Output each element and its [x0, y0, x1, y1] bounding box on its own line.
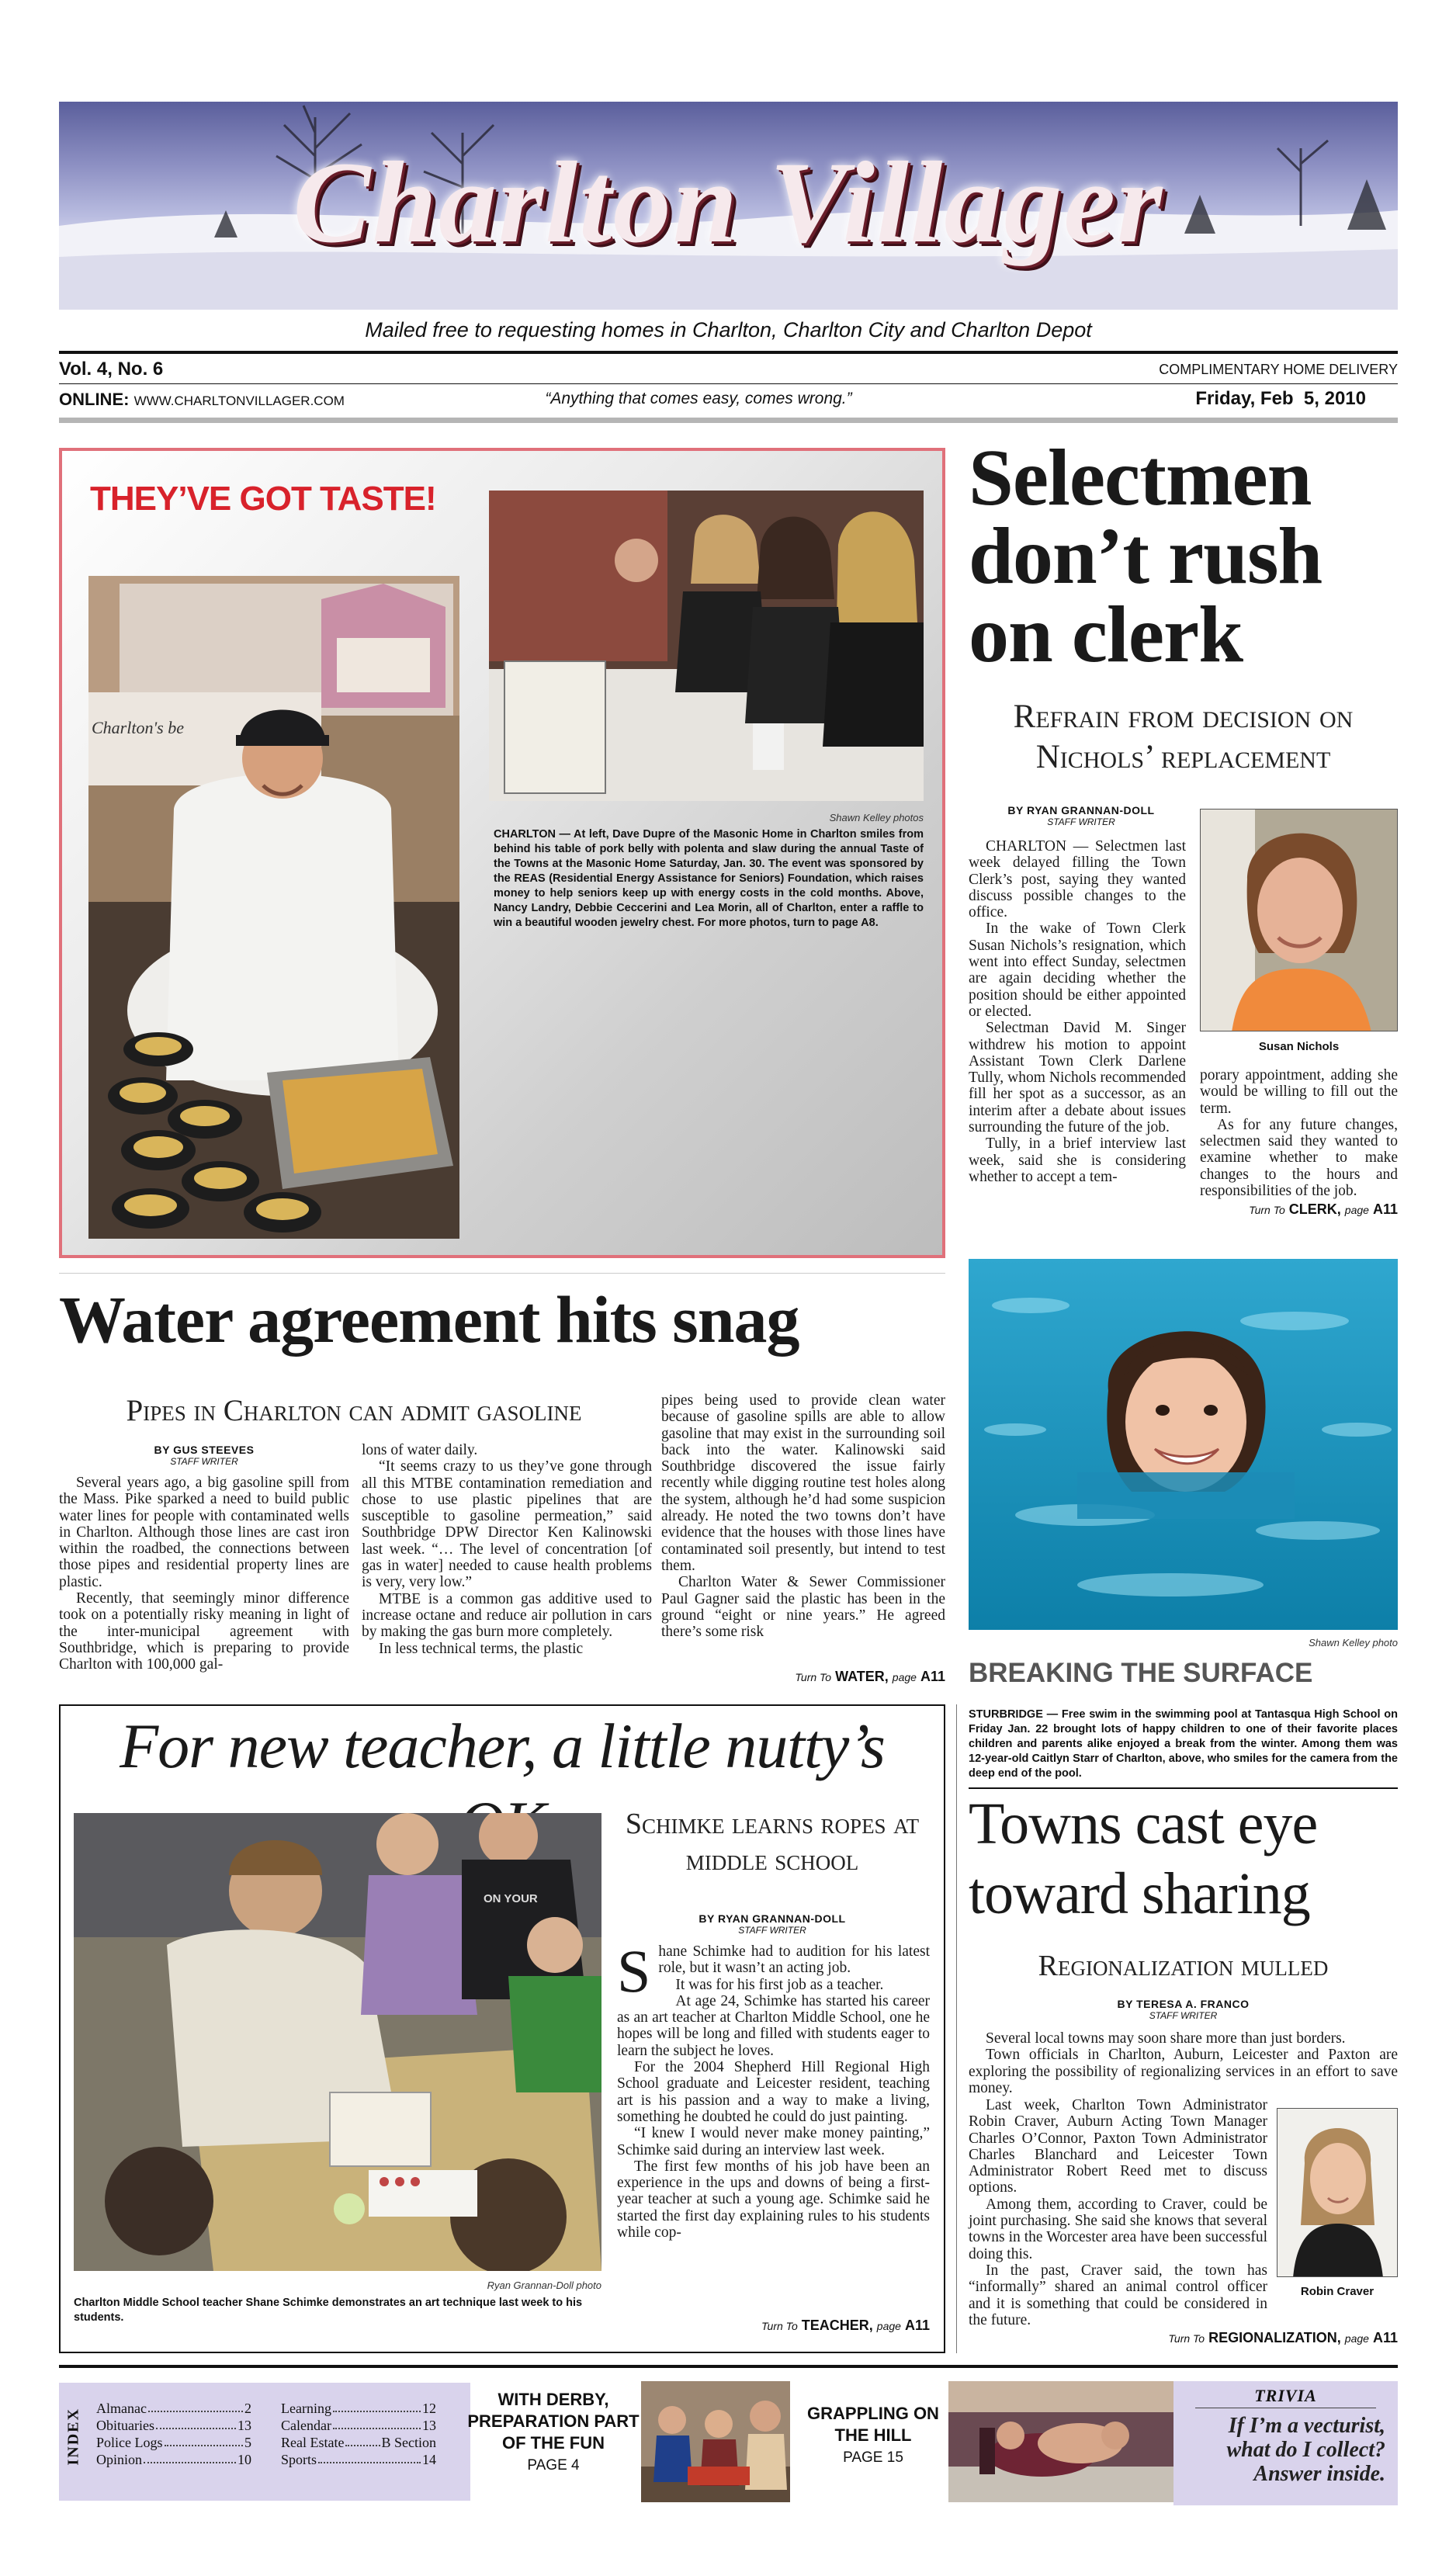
- index-item-page: B Section: [381, 2435, 436, 2450]
- online-label-text: ONLINE:: [59, 390, 130, 409]
- index-item-page: 14: [422, 2452, 436, 2467]
- byline-name: BY RYAN GRANNAN-DOLL: [1007, 804, 1155, 816]
- swimmer-photo: [969, 1259, 1398, 1630]
- water-paragraph: MTBE is a common gas additive used to increase octane and reduce air pollution in cars by making the gas burn more completely.: [362, 1590, 652, 1641]
- index-item-page: 10: [237, 2452, 251, 2467]
- towns-paragraph: In the past, Craver said, the town has “informally” shared an animal control officer and it is something that could be considered in the future.: [969, 2262, 1267, 2328]
- index-item-name: Opinion: [96, 2452, 143, 2467]
- selectmen-byline: [969, 804, 1194, 827]
- towns-paragraph: Town officials in Charlton, Auburn, Leicester and Paxton are exploring the possibility of regionalizing services in an effort to save money.: [969, 2047, 1398, 2096]
- selectmen-paragraph: In the wake of Town Clerk Susan Nichols’s resignation, which went into effect Sunday, selectmen are again deciding whether the position should be either appointed or elected.: [969, 920, 1186, 1020]
- swim-headline: BREAKING THE SURFACE: [969, 1658, 1313, 1688]
- taste-kicker: THEY’VE GOT TASTE!: [90, 480, 436, 518]
- index-item-name: Real Estate: [281, 2435, 345, 2450]
- jump-turn-to: Turn To: [1249, 1204, 1285, 1216]
- index-item-name: Obituaries: [96, 2418, 154, 2433]
- trivia-question: If I’m a vecturist, what do I collect? Answer inside.: [1226, 2414, 1385, 2486]
- column-rule: [956, 1704, 957, 2353]
- teacher-deck: Schimke learns ropes at middle school: [625, 1808, 920, 1877]
- index-item[interactable]: [96, 2417, 251, 2434]
- jump-page: A11: [920, 1669, 945, 1684]
- index-item-name: Almanac: [96, 2401, 147, 2416]
- derby-promo-photo[interactable]: [641, 2381, 790, 2502]
- selectmen-paragraph: As for any future changes, selectmen said they wanted to examine whether to make changes to the hours and responsibilities of the job.: [1200, 1116, 1398, 1200]
- index-item-page: 5: [244, 2435, 251, 2450]
- water-paragraph: lons of water daily.: [362, 1442, 478, 1458]
- water-jump[interactable]: [661, 1669, 945, 1685]
- water-byline: [59, 1444, 349, 1467]
- selectmen-paragraph: Tully, in a brief interview last week, said she is considering whether to accept a tem-: [969, 1135, 1186, 1185]
- towns-paragraph: Last week, Charlton Town Administrator Robin Craver, Auburn Acting Town Manager Charles O’Connor, Paxton Town Administrator Charles Blanchard and Leicester Town Administrator Robert Reed met to discuss options.: [969, 2097, 1267, 2196]
- selectmen-jump[interactable]: [1200, 1201, 1398, 1218]
- towns-lead: [969, 2030, 1398, 2096]
- towns-column: [969, 2097, 1267, 2328]
- towns-deck: Regionalization mulled: [1038, 1950, 1329, 1982]
- index-item-name: Learning: [281, 2401, 331, 2416]
- chef-photo: [88, 576, 459, 1239]
- rule: [59, 2365, 1398, 2368]
- jump-label: REGIONALIZATION,: [1208, 2330, 1341, 2345]
- masthead-banner: [59, 102, 1398, 310]
- jump-page-word: page: [876, 2320, 901, 2332]
- teacher-column: [617, 1937, 930, 2241]
- index-column-2: [281, 2400, 436, 2468]
- index-item[interactable]: [281, 2417, 436, 2434]
- rule: [59, 1273, 945, 1274]
- index-item-page: 12: [422, 2401, 436, 2416]
- website-link[interactable]: WWW.CHARLTONVILLAGER.COM: [133, 393, 345, 408]
- teacher-paragraph: The first few months of his job have been an experience in the ups and downs of being a first-year teacher at such a young age. Schimke said he started the first day explaining rules to his students while cop-: [617, 2158, 930, 2241]
- water-column-1: [59, 1475, 349, 1673]
- index-item-page: 2: [244, 2401, 251, 2416]
- promo-derby[interactable]: [464, 2389, 643, 2474]
- delivery-notice: COMPLIMENTARY HOME DELIVERY: [1159, 362, 1398, 377]
- jump-page: A11: [904, 2318, 930, 2333]
- water-deck: Pipes in Charlton can admit gasoline: [126, 1394, 582, 1427]
- promo-title: WITH DERBY, PREPARATION PART OF THE FUN: [467, 2390, 640, 2453]
- teacher-photo-credit: Ryan Grannan-Doll photo: [487, 2279, 601, 2291]
- jump-turn-to: Turn To: [1168, 2332, 1205, 2345]
- selectmen-deck: Refrain from decision on Nichols’ replacement: [1013, 699, 1354, 775]
- jump-label: CLERK,: [1288, 1201, 1341, 1217]
- chef-photo-sign-text: Charlton's be: [92, 718, 184, 737]
- index-item[interactable]: [281, 2451, 436, 2468]
- index-item[interactable]: [281, 2434, 436, 2451]
- selectmen-column-2: [1200, 1067, 1398, 1199]
- rule: [59, 383, 1398, 384]
- selectmen-column-1: [969, 838, 1186, 1185]
- teacher-byline: [613, 1912, 931, 1936]
- selectmen-paragraph: porary appointment, adding she would be willing to fill out the term.: [1200, 1067, 1398, 1117]
- byline-name: BY GUS STEEVES: [154, 1444, 255, 1456]
- susan-nichols-photo: [1200, 809, 1398, 1031]
- byline-role: STAFF WRITER: [738, 1925, 806, 1936]
- byline-role: STAFF WRITER: [1047, 816, 1115, 827]
- promo-page: PAGE 15: [843, 2449, 903, 2466]
- rule: [59, 418, 1398, 423]
- promo-title: GRAPPLING ON THE HILL: [807, 2404, 939, 2445]
- teacher-paragraph: hane Schimke had to audition for his latest role, but it wasn’t an acting job.: [658, 1943, 930, 1977]
- towns-paragraph: Several local towns may soon share more than just borders.: [986, 2030, 1346, 2047]
- towns-jump[interactable]: [969, 2330, 1398, 2346]
- selectmen-paragraph: Selectman David M. Singer withdrew his motion to appoint Assistant Town Clerk Darlene Tully, whom Nichols recommended fill her spot as a successor, as an interim after a debate about issues surrounding the future of the job.: [969, 1020, 1186, 1136]
- water-headline: Water agreement hits snag: [59, 1282, 799, 1357]
- teacher-paragraph: At age 24, Schimke has started his career as an art teacher at Charlton Middle School, one he hopes will be long and filled with students eager to learn the subject he loves.: [617, 1992, 930, 2059]
- water-column-3: [661, 1392, 945, 1640]
- rule: [59, 351, 1398, 354]
- index-item[interactable]: [281, 2400, 436, 2417]
- byline-name: BY RYAN GRANNAN-DOLL: [699, 1912, 846, 1925]
- jump-label: TEACHER,: [801, 2318, 873, 2333]
- teacher-jump[interactable]: [617, 2318, 930, 2334]
- robin-craver-photo: [1277, 2108, 1398, 2277]
- shirt-text: ON YOUR: [484, 1892, 538, 1905]
- issue-quote: “Anything that comes easy, comes wrong.”: [545, 390, 852, 407]
- issue-volume: Vol. 4, No. 6: [59, 359, 164, 380]
- teacher-paragraph: For the 2004 Shepherd Hill Regional High School graduate and Leicester resident, teaching art is his passion and a way to make a living, something he doubted he could do just painting.: [617, 2059, 930, 2125]
- index-column-1: [96, 2400, 251, 2468]
- jump-turn-to: Turn To: [761, 2320, 798, 2332]
- jump-page-word: page: [1344, 2332, 1369, 2345]
- index-item[interactable]: [96, 2451, 251, 2468]
- index-item-name: Police Logs: [96, 2435, 163, 2450]
- jump-label: WATER,: [835, 1669, 889, 1684]
- susan-nichols-caption: Susan Nichols: [1258, 1040, 1340, 1053]
- jump-page-word: page: [892, 1671, 917, 1683]
- index-item[interactable]: [96, 2400, 251, 2417]
- index-item[interactable]: [96, 2434, 251, 2451]
- taste-photo-credit: Shawn Kelley photos: [829, 812, 924, 823]
- selectmen-paragraph: CHARLTON — Selectmen last week delayed filling the Town Clerk’s post, saying they wanted discuss possible changes to the office.: [969, 838, 1186, 921]
- teacher-caption: Charlton Middle School teacher Shane Schimke demonstrates an art technique last week to his students.: [74, 2297, 583, 2324]
- taste-caption: CHARLTON — At left, Dave Dupre of the Masonic Home in Charlton smiles from behind his table of pork belly with polenta and slaw during the annual Taste of the Towns at the Masonic Home Saturday, Jan. 30. The event was sponsored by the REAS (Residential Energy Assistance for Seniors) Foundation, which raises money to help seniors keep up with energy costs in the cold months. Above, Nancy Landry, Debbie Ceccerini and Lea Morin, all of Charlton, enter a raffle to win a beautiful wooden jewelry chest. For more photos, turn to page A8.: [494, 828, 924, 929]
- index-label: INDEX: [64, 2408, 82, 2466]
- selectmen-headline: Selectmen don’t rush on clerk: [969, 433, 1323, 679]
- water-paragraph: “It seems crazy to us they’ve gone through all this MTBE contamination remediation and chose to use plastic pipelines that are susceptible to gasoline permeation,” said Southbridge DPW Director Ken Kalinowski last week. “… The level of concentration [of gas in water] needed to cause health problems is very, very low.”: [362, 1458, 652, 1591]
- towns-byline: [969, 1998, 1398, 2021]
- byline-role: STAFF WRITER: [170, 1456, 238, 1467]
- masthead-title: Charlton Villager: [293, 138, 1164, 267]
- jump-turn-to: Turn To: [795, 1671, 832, 1683]
- water-paragraph: Charlton Water & Sewer Commissioner Paul Gagner said the plastic has been in the ground “eight or nine years.” He agreed there’s some risk: [661, 1574, 945, 1641]
- byline-role: STAFF WRITER: [1149, 2010, 1218, 2021]
- towns-paragraph: Among them, according to Craver, could be joint purchasing. She said she knows that several towns in the Worcester area have been successful doing this.: [969, 2196, 1267, 2262]
- teacher-photo: [74, 1813, 601, 2271]
- promo-grappling[interactable]: [801, 2403, 945, 2467]
- drop-cap: S: [617, 1937, 651, 2005]
- byline-name: BY TERESA A. FRANCO: [1117, 1998, 1250, 2010]
- index-item-page: 13: [422, 2418, 436, 2433]
- water-column-2: [362, 1442, 652, 1657]
- teacher-headline: For new teacher, a little nutty’s: [120, 1711, 885, 1781]
- index-item-name: Calendar: [281, 2418, 331, 2433]
- index-item-name: Sports: [281, 2452, 317, 2467]
- water-paragraph: Several years ago, a big gasoline spill from the Mass. Pike sparked a need to build public water lines for people with contaminated wells in Charlton. Although those lines are cast iron within the roadbed, the connections between those pipes and residential property lines are plastic.: [59, 1475, 349, 1590]
- online-label: [59, 390, 345, 410]
- water-paragraph: pipes being used to provide clean water because of gasoline spills are able to allow gasoline that may exist in the surrounding soil back into the water. Kalinowski said Southbridge discovered the issue fairly recently while digging routine test holes along the system, although he’d had some suspicion already. He noted the two towns don’t have evidence that the houses with those lines have contaminated soil presently, but intend to test them.: [661, 1392, 945, 1574]
- teacher-paragraph: “I knew I would never make money painting,” Schimke said during an interview last week.: [617, 2125, 930, 2158]
- water-paragraph: In less technical terms, the plastic: [379, 1640, 584, 1657]
- swim-photo-credit: Shawn Kelley photo: [1309, 1637, 1398, 1648]
- issue-date: Friday, Feb 5, 2010: [1195, 388, 1366, 409]
- teacher-paragraph: It was for his first job as a teacher.: [675, 1976, 884, 1993]
- masthead-tagline: Mailed free to requesting homes in Charlton, Charlton City and Charlton Depot: [365, 318, 1092, 341]
- robin-craver-caption: Robin Craver: [1300, 2285, 1375, 2298]
- water-paragraph: Recently, that seemingly minor difference took on a potentially risky meaning in light of the inter-municipal agreement with Southbridge, which is preparing to provide Charlton with 100,000 gal-: [59, 1590, 349, 1673]
- jump-page-word: page: [1344, 1204, 1369, 1216]
- raffle-photo: [489, 491, 924, 801]
- grappling-promo-photo[interactable]: [948, 2381, 1173, 2502]
- jump-page: A11: [1372, 2330, 1398, 2345]
- promo-page: PAGE 4: [527, 2457, 580, 2474]
- jump-page: A11: [1372, 1201, 1398, 1217]
- trivia-label: TRIVIA: [1254, 2386, 1317, 2405]
- towns-headline: Towns cast eye toward sharing: [969, 1791, 1318, 1926]
- index-item-page: 13: [237, 2418, 251, 2433]
- swim-caption: STURBRIDGE — Free swim in the swimming pool at Tantasqua High School on Friday Jan. 22 brought lots of happy children to one of their favorite places children and parents alike enjoyed a break from the winter. Among them was 12-year-old Caitlyn Starr of Charlton, above, who smiles for the camera from the deep end of the pool.: [969, 1708, 1398, 1780]
